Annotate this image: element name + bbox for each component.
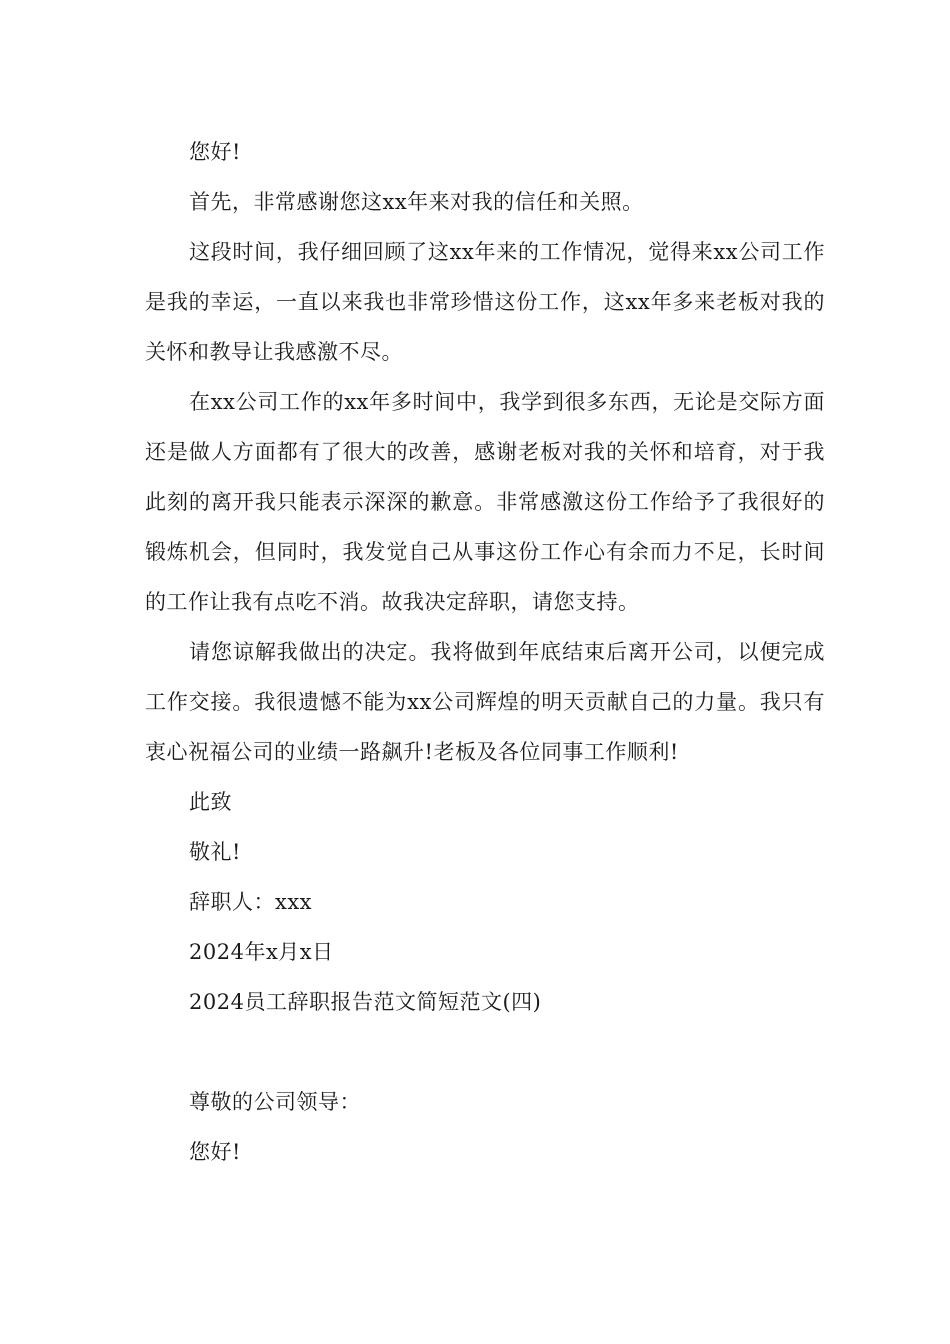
section-heading: 2024员工辞职报告范文简短范文(四) <box>189 990 542 1014</box>
closing-salutation: 此致 <box>189 790 232 814</box>
paragraph-thanks: 首先，非常感谢您这xx年来对我的信任和关照。 <box>189 190 644 214</box>
addressee: 尊敬的公司领导： <box>189 1090 361 1114</box>
paragraph-review: 这段时间，我仔细回顾了这xx年来的工作情况，觉得来xx公司工作是我的幸运，一直以来我也非常珍惜这份工作，这xx年多来老板对我的关怀和教导让我感激不尽。 <box>145 240 825 364</box>
date-line: 2024年x月x日 <box>189 940 334 964</box>
paragraph-experience: 在xx公司工作的xx年多时间中，我学到很多东西，无论是交际方面还是做人方面都有了很大的改善，感谢老板对我的关怀和培育，对于我此刻的离开我只能表示深深的歉意。非常感激这份工作给予了我很好的锻炼机会，但同时，我发觉自己从事这份工作心有余而力不足，长时间的工作让我有点吃不消。故我决定辞职，请您支持。 <box>145 390 825 614</box>
signature-line: 辞职人：xxx <box>189 890 313 914</box>
greeting-second: 您好! <box>189 1140 241 1164</box>
closing-regards: 敬礼! <box>189 840 241 864</box>
greeting: 您好! <box>189 140 241 164</box>
paragraph-decision: 请您谅解我做出的决定。我将做到年底结束后离开公司，以便完成工作交接。我很遗憾不能为xx公司辉煌的明天贡献自己的力量。我只有衷心祝福公司的业绩一路飙升!老板及各位同事工作顺利! <box>145 640 825 764</box>
document-body <box>145 127 825 1177</box>
